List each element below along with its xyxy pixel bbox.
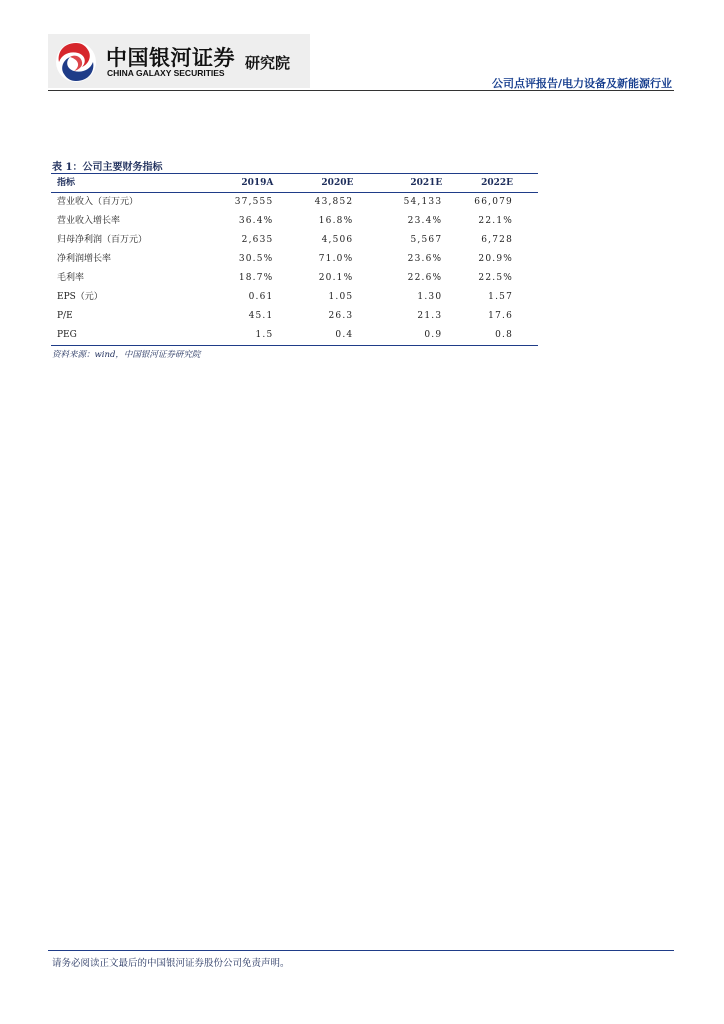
table-cell: 71.0% — [318, 254, 354, 264]
table-row — [51, 326, 538, 345]
table-row — [51, 288, 538, 307]
table-cell: 1.30 — [417, 292, 443, 302]
table-cell: 45.1 — [248, 311, 274, 321]
table-cell: 21.3 — [417, 311, 443, 321]
logo-institute: 研究院 — [245, 54, 291, 72]
row-label: 归母净利润（百万元） — [57, 235, 148, 245]
table-cell: 36.4% — [238, 216, 274, 226]
financial-indicators-table — [51, 174, 538, 345]
row-label: P/E — [57, 311, 73, 321]
table-cell: 22.1% — [478, 216, 513, 226]
table-cell: 0.4 — [335, 330, 354, 340]
table-cell: 5,567 — [410, 235, 443, 245]
table-cell: 1.05 — [328, 292, 354, 302]
table-cell: 0.9 — [424, 330, 443, 340]
table-cell: 22.5% — [478, 273, 513, 283]
logo — [48, 34, 310, 88]
table-cell: 4,506 — [321, 235, 354, 245]
logo-chinese-name: 中国银河证券 — [106, 46, 235, 70]
table-cell: 0.61 — [248, 292, 274, 302]
table-cell: 37,555 — [234, 197, 274, 207]
table-cell: 43,852 — [314, 197, 354, 207]
table-header-row — [51, 174, 538, 193]
column-header: 2019A — [241, 178, 274, 188]
table-cell: 23.6% — [407, 254, 443, 264]
table-cell: 16.8% — [318, 216, 354, 226]
report-type: 公司点评报告/电力设备及新能源行业 — [491, 77, 672, 90]
table-cell: 1.5 — [255, 330, 274, 340]
table-row — [51, 307, 538, 326]
table-cell: 17.6 — [488, 311, 513, 321]
table-cell: 66,079 — [474, 197, 513, 207]
footer-divider — [48, 950, 674, 951]
table-cell: 30.5% — [238, 254, 274, 264]
table-source-note: 资料来源：wind，中国银河证券研究院 — [52, 350, 201, 360]
galaxy-logo-icon — [54, 40, 98, 84]
table-cell: 54,133 — [403, 197, 443, 207]
table-row — [51, 212, 538, 231]
page-header — [48, 34, 674, 92]
table-cell: 6,728 — [481, 235, 513, 245]
table-title: 表 1：公司主要财务指标 — [52, 162, 163, 173]
row-label: 毛利率 — [57, 273, 85, 283]
table-cell: 2,635 — [241, 235, 274, 245]
table-row — [51, 193, 538, 212]
table-cell: 20.9% — [478, 254, 513, 264]
logo-english-name: CHINA GALAXY SECURITIES — [107, 68, 225, 78]
table-cell: 26.3 — [328, 311, 354, 321]
row-label: 营业收入（百万元） — [57, 197, 139, 207]
column-header: 2020E — [321, 178, 354, 188]
row-label: PEG — [57, 330, 77, 340]
table-row — [51, 269, 538, 288]
table-cell: 1.57 — [488, 292, 513, 302]
footer-disclaimer: 请务必阅读正文最后的中国银河证券股份公司免责声明。 — [52, 958, 290, 969]
table-cell: 20.1% — [318, 273, 354, 283]
row-label: 净利润增长率 — [57, 254, 112, 264]
table-row — [51, 231, 538, 250]
table-cell: 23.4% — [407, 216, 443, 226]
table-row — [51, 250, 538, 269]
table-bottom-rule — [51, 345, 538, 346]
row-label: EPS（元） — [57, 292, 103, 302]
column-header: 2022E — [481, 178, 513, 188]
table-cell: 22.6% — [407, 273, 443, 283]
table-cell: 0.8 — [495, 330, 513, 340]
column-header: 指标 — [57, 178, 76, 188]
table-cell: 18.7% — [238, 273, 274, 283]
row-label: 营业收入增长率 — [57, 216, 121, 226]
column-header: 2021E — [410, 178, 443, 188]
header-divider — [48, 90, 674, 91]
